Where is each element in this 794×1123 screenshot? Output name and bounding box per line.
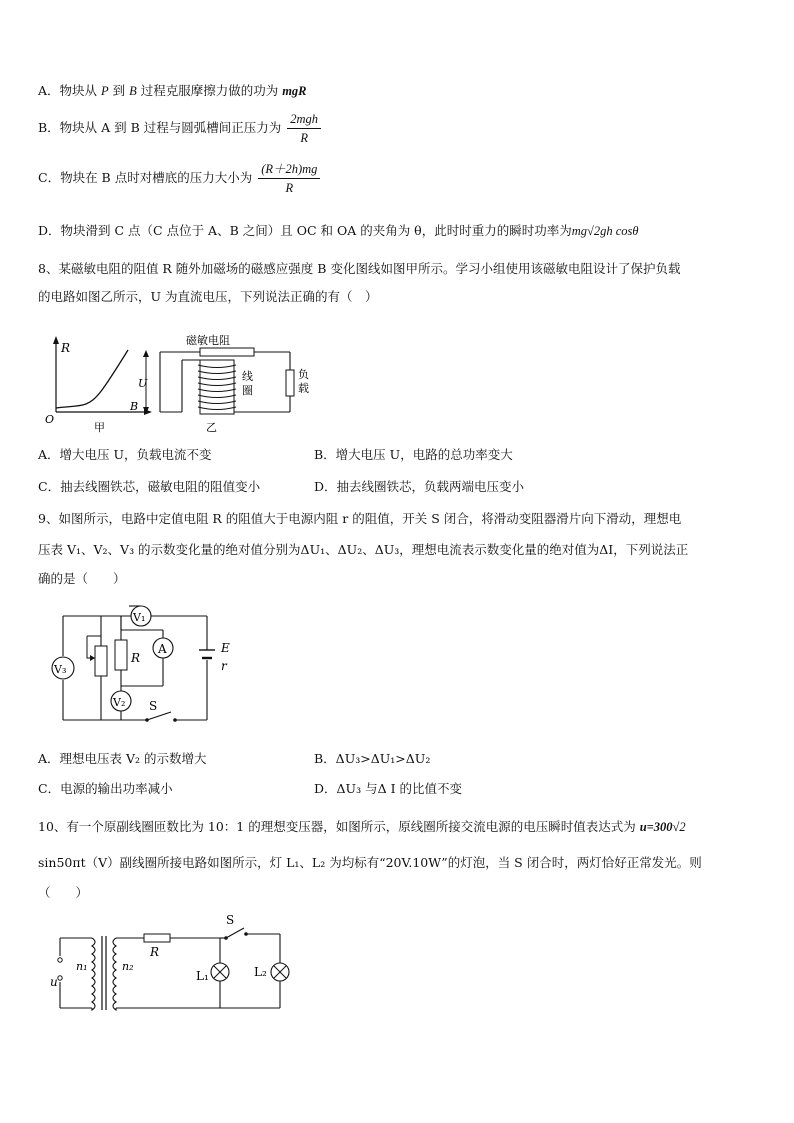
q8-option-a: A．增大电压 U，负载电流不变 [38, 447, 212, 462]
q8-label-xian: 线 [242, 370, 253, 383]
q9-label-e: E [221, 641, 230, 655]
q10-label-s: S [226, 913, 235, 927]
q7-a-point-p: P [101, 84, 109, 98]
q9-label-r-internal: r [221, 659, 227, 673]
q10-stem-line2: sin50πt（V）副线圈所接电路如图所示，灯 L₁、L₂ 为均标有“20V.10W”的灯泡，当 S 闭合时，两灯恰好正常发光。则 [38, 855, 702, 870]
q10-label-l2: L₂ [254, 965, 267, 979]
q8-coil-core [200, 360, 234, 414]
q8-stem-line1: 8、某磁敏电阻的阻值 R 随外加磁场的磁感应强度 B 变化图线如图甲所示。学习小组使用该磁敏电阻设计了保护负载 [38, 261, 681, 276]
q10-switch [226, 928, 244, 938]
q8-option-d: D．抽去线圈铁芯，负载两端电压变小 [314, 479, 525, 494]
q7-d-text: D．物块滑到 C 点（C 点位于 A、B 之间）且 OC 和 OA 的夹角为 θ，此时时重力的瞬时功率为 [38, 223, 572, 238]
q9-slider-arrow [90, 655, 95, 661]
q8-label-fu: 负 [298, 368, 309, 381]
q7-c-fraction [258, 160, 320, 197]
q10-secondary-coil [113, 938, 116, 1010]
q9-option-d: D．ΔU₃ 与Δ I 的比值不变 [314, 781, 462, 796]
q8-label-zai: 载 [298, 382, 309, 395]
q8-graph-label-r: R [61, 341, 71, 355]
q10-resistor-r [144, 934, 170, 942]
q9-option-c: C．电源的输出功率减小 [38, 781, 173, 796]
q9-option-a: A．理想电压表 V₂ 的示数增大 [38, 751, 207, 766]
q8-graph-origin: O [45, 413, 55, 426]
q10-label-n1: n₁ [76, 960, 88, 973]
q9-ammeter-label: A [158, 642, 167, 656]
q10-primary-coil [92, 938, 95, 1010]
q7-option-c [38, 160, 322, 197]
q8-load-resistor [286, 370, 294, 396]
q7-c-numerator: (R＋2h)mg [258, 160, 320, 179]
q10-label-r: R [150, 945, 160, 959]
q9-figure [45, 600, 235, 730]
q7-c-denominator: R [285, 181, 294, 195]
q7-c-text: C．物块在 B 点时对槽底的压力大小为 [38, 170, 253, 185]
q8-caption-yi: 乙 [206, 421, 217, 434]
q9-v2-label: V₂ [113, 696, 126, 709]
q9-v3-label: V₃ [54, 663, 67, 676]
q8-option-b: B．增大电压 U，电路的总功率变大 [314, 447, 513, 462]
q8-label-cimin: 磁敏电阻 [186, 334, 230, 347]
q8-magnetoresistor [200, 348, 254, 356]
q7-b-numerator: 2mgh [287, 110, 321, 129]
q7-a-point-b: B [129, 84, 137, 98]
q8-figure [40, 330, 340, 435]
q7-option-b [38, 110, 323, 147]
q7-a-text: 过程克服摩擦力做的功为 [136, 83, 283, 98]
q10-stem-1a: 10、有一个原副线圈匝数比为 10：1 的理想变压器，如图所示，原线圈所接交流电源的电压瞬时值表达式为 [38, 819, 640, 834]
q10-figure [40, 912, 310, 1022]
q9-option-b: B．ΔU₃>ΔU₁>ΔU₂ [314, 751, 431, 766]
q10-label-u: u [50, 975, 58, 989]
q10-terminal-top [58, 958, 62, 962]
q7-option-d [38, 222, 639, 240]
q9-v1-label: V₁ [133, 611, 146, 624]
q7-a-value: mgR [282, 84, 307, 98]
q9-stem-line2: 压表 V₁、V₂、V₃ 的示数变化量的绝对值分别为ΔU₁、ΔU₂、ΔU₃，理想电流表示数变化量的绝对值为ΔI，下列说法正 [38, 542, 689, 557]
q9-label-s: S [149, 699, 158, 713]
q8-option-c: C．抽去线圈铁芯，磁敏电阻的阻值变小 [38, 479, 261, 494]
q10-label-n2: n₂ [122, 960, 134, 973]
q10-stem-1c: √2 [672, 820, 686, 834]
q10-terminal-bottom [58, 976, 62, 980]
q7-d-expression: mg√2gh cosθ [571, 224, 639, 238]
q9-stem-line1: 9、如图所示，电路中定值电阻 R 的阻值大于电源内阻 r 的阻值，开关 S 闭合，将滑动变阻器滑片向下滑动，理想电 [38, 511, 682, 526]
q9-label-r: R [131, 651, 141, 665]
q7-a-prefix: A．物块从 [38, 83, 102, 98]
q10-stem-1b: u=300 [639, 820, 673, 834]
q10-stem-line3: （ ） [38, 885, 89, 900]
q8-label-quan: 圈 [242, 384, 253, 397]
q10-label-l1: L₁ [196, 969, 209, 983]
q7-b-text: B．物块从 A 到 B 过程与圆弧槽间正压力为 [38, 120, 282, 135]
q8-graph-label-b: B [130, 400, 139, 413]
q10-stem-line1 [38, 818, 686, 836]
q8-graph-curve [56, 350, 128, 408]
q8-caption-jia: 甲 [94, 421, 105, 434]
q9-switch [147, 712, 171, 720]
q8-graph-y-arrow [53, 336, 59, 344]
q9-rheostat [95, 646, 107, 676]
q8-stem-line2: 的电路如图乙所示，U 为直流电压，下列说法正确的有（ ） [38, 289, 378, 304]
q8-label-u: U [138, 377, 148, 390]
q9-resistor-r [115, 640, 127, 670]
q7-b-fraction [287, 110, 321, 147]
q7-b-denominator: R [300, 131, 308, 145]
q7-option-a [38, 82, 307, 100]
q9-stem-line3: 确的是（ ） [38, 571, 126, 586]
q7-a-mid: 到 [108, 83, 130, 98]
